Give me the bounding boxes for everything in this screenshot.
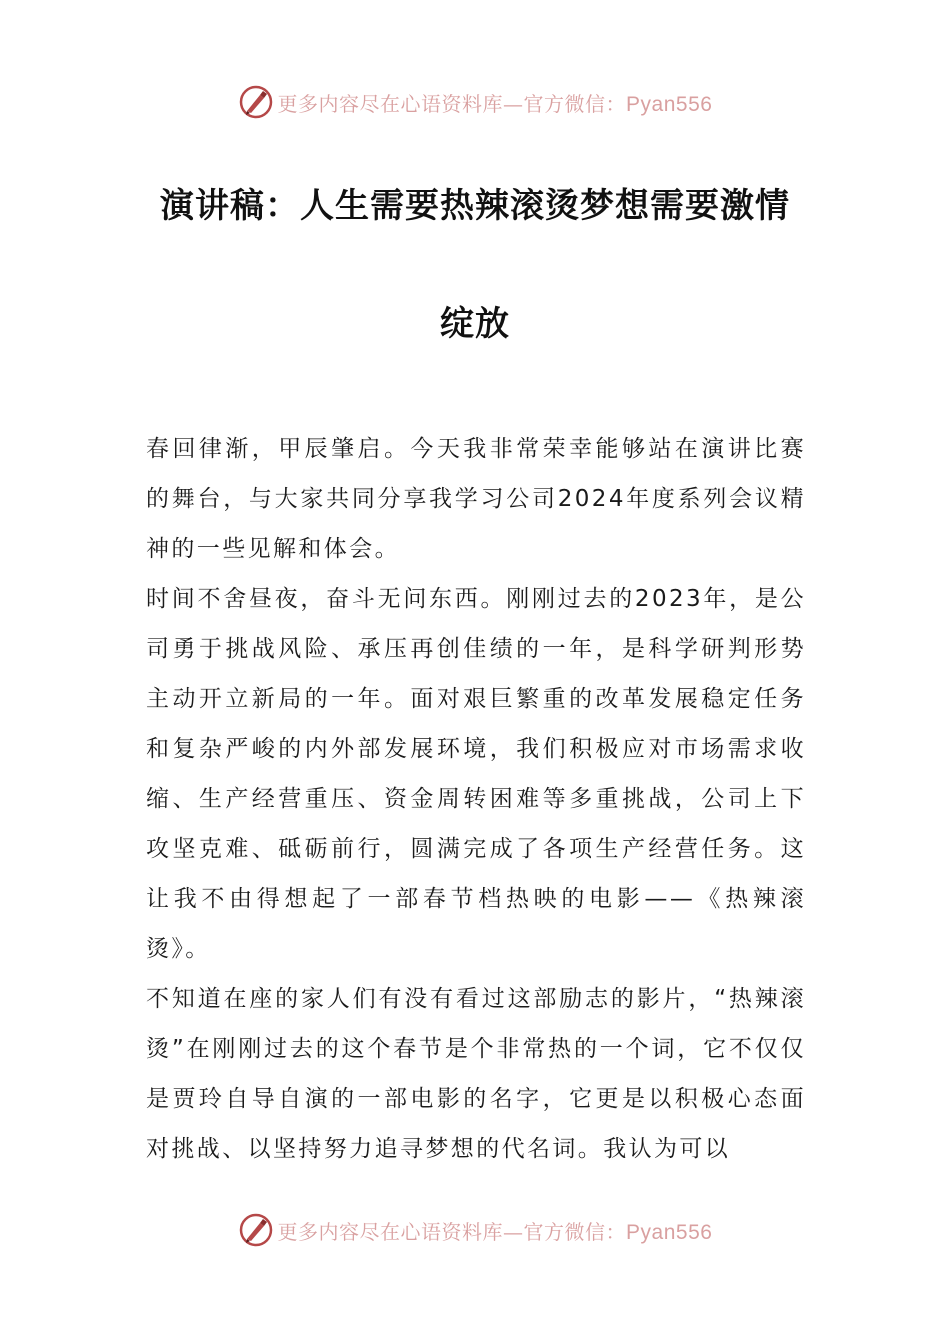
paragraph-1: 春回律渐，甲辰肇启。今天我非常荣幸能够站在演讲比赛的舞台，与大家共同分享我学习公司2024年度系列会议精神的一些见解和体会。 <box>146 436 806 562</box>
paragraph-3: 不知道在座的家人们有没有看过这部励志的影片，“热辣滚烫”在刚刚过去的这个春节是个非常热的一个词，它不仅仅是贾玲自导自演的一部电影的名字，它更是以积极心态面对挑战、以坚持努力追寻梦想的代名词。我认为可以 <box>146 986 806 1162</box>
header-banner <box>0 82 950 122</box>
pen-logo-icon <box>238 84 274 120</box>
document-title-line1: 演讲稿：人生需要热辣滚烫梦想需要激情 <box>160 186 790 226</box>
footer-banner <box>0 1210 950 1250</box>
paragraph-2: 时间不舍昼夜，奋斗无问东西。刚刚过去的2023年，是公司勇于挑战风险、承压再创佳绩的一年，是科学研判形势主动开立新局的一年。面对艰巨繁重的改革发展稳定任务和复杂严峻的内外部发展环境，我们积极应对市场需求收缩、生产经营重压、资金周转困难等多重挑战，公司上下攻坚克难、砥砺前行，圆满完成了各项生产经营任务。这让我不由得想起了一部春节档热映的电影——《热辣滚烫》。 <box>146 586 806 962</box>
document-title-line2: 绽放 <box>440 304 510 344</box>
banner-text: 更多内容尽在心语资料库—官方微信：Pyan556 <box>277 1219 713 1244</box>
document-body <box>146 424 806 1174</box>
wechat-id: Pyan556 <box>626 92 713 116</box>
pen-logo-icon <box>238 1212 274 1248</box>
wechat-id: Pyan556 <box>626 1220 713 1244</box>
banner-text: 更多内容尽在心语资料库—官方微信：Pyan556 <box>277 91 713 116</box>
